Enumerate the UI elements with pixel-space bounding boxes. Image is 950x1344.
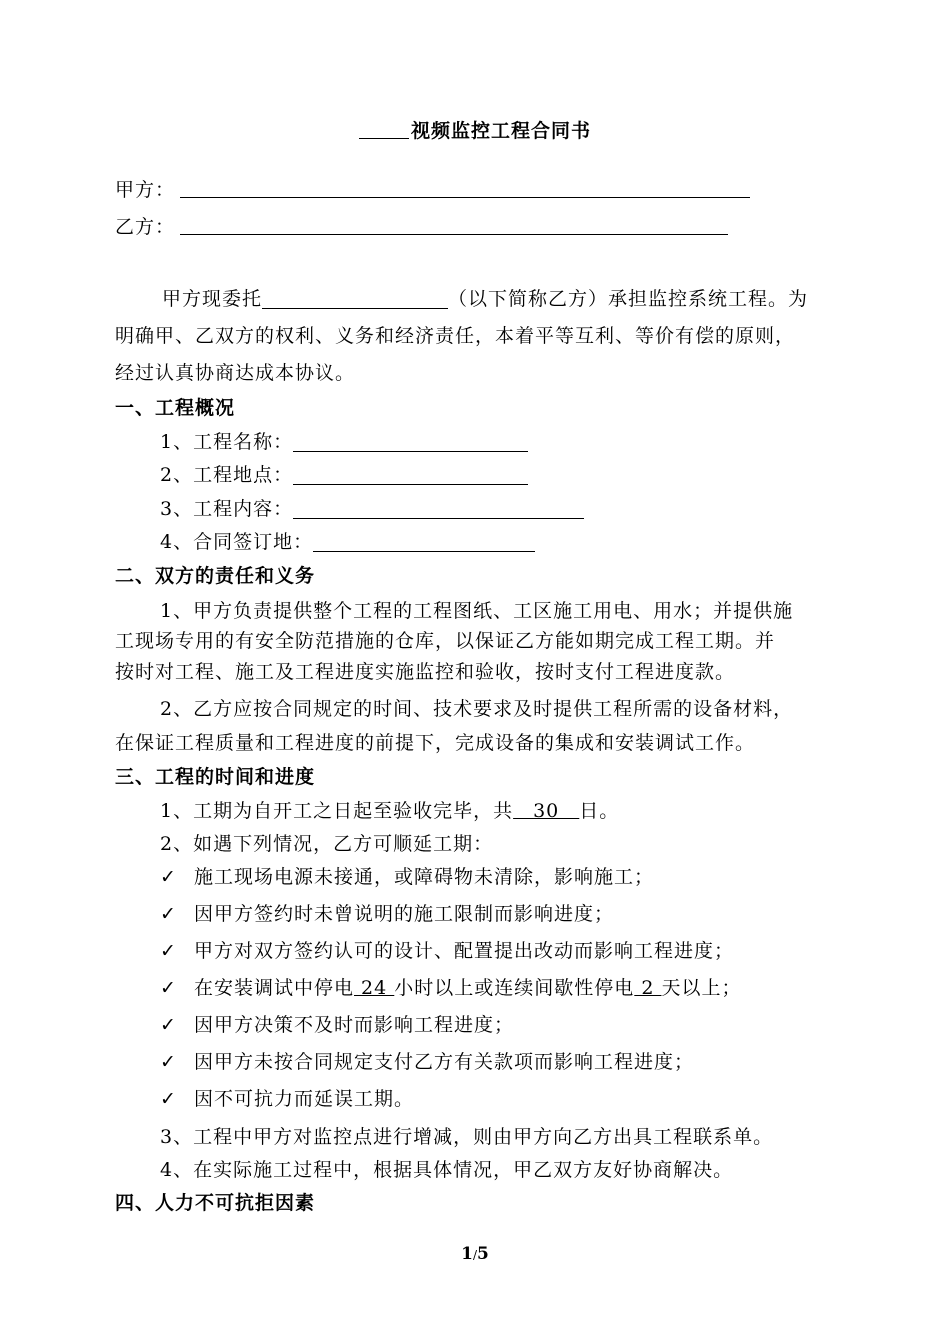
- signing-place-row: 4、合同签订地：: [160, 527, 535, 554]
- outage-hours: 24: [354, 977, 395, 999]
- extension-bullet: ✓ 甲方对双方签约认可的设计、配置提出改动而影响工程进度；: [160, 940, 735, 962]
- project-name-blank: [293, 433, 528, 452]
- duty-1-line-2: 工现场专用的有安全防范措施的仓库，以保证乙方能如期完成工程工期。并: [115, 630, 776, 652]
- duty-1-line-1: 1、甲方负责提供整个工程的工程图纸、工区施工用电、用水；并提供施: [160, 600, 794, 622]
- signing-place-blank: [313, 533, 535, 552]
- duration-days: 30: [513, 800, 580, 822]
- party-a-blank: [180, 197, 750, 198]
- project-name-row: 1、工程名称：: [160, 427, 528, 454]
- section-1-heading: 一、工程概况: [115, 397, 236, 419]
- project-content-row: 3、工程内容：: [160, 494, 584, 521]
- check-icon: ✓: [160, 977, 177, 999]
- project-content-blank: [293, 500, 584, 519]
- intro-line-2: 明确甲、乙双方的权利、义务和经济责任，本着平等互利、等价有偿的原则，: [115, 325, 796, 347]
- section-3-heading: 三、工程的时间和进度: [115, 766, 316, 788]
- project-location-blank: [293, 466, 528, 485]
- schedule-item-3: 3、工程中甲方对监控点进行增减，则由甲方向乙方出具工程联系单。: [160, 1126, 774, 1148]
- extension-bullet-power: ✓ 在安装调试中停电 24 小时以上或连续间歇性停电 2 天以上；: [160, 977, 742, 999]
- intro-line-3: 经过认真协商达成本协议。: [115, 362, 356, 384]
- outage-days: 2: [634, 977, 662, 999]
- intro-line-1: 甲方现委托 （以下简称乙方）承担监控系统工程。为: [162, 288, 809, 310]
- check-icon: ✓: [160, 903, 177, 925]
- check-icon: ✓: [160, 1014, 177, 1036]
- extension-bullet: ✓ 因甲方决策不及时而影响工程进度；: [160, 1014, 515, 1036]
- party-a-label: 甲方：: [115, 179, 176, 201]
- duty-2-line-2: 在保证工程质量和工程进度的前提下，完成设备的集成和安装调试工作。: [115, 732, 756, 754]
- check-icon: ✓: [160, 1051, 177, 1073]
- party-b-label: 乙方：: [115, 216, 176, 238]
- schedule-item-1: 1、工期为自开工之日起至验收完毕，共 30 日。: [160, 800, 620, 822]
- check-icon: ✓: [160, 866, 177, 888]
- check-icon: ✓: [160, 1088, 177, 1110]
- party-a-row: [115, 175, 175, 202]
- duty-2-line-1: 2、乙方应按合同规定的时间、技术要求及时提供工程所需的设备材料，: [160, 698, 794, 720]
- title-blank: [359, 120, 409, 139]
- contractor-blank: [262, 290, 448, 309]
- party-b-row: [115, 212, 175, 239]
- party-b-blank: [180, 234, 728, 235]
- check-icon: ✓: [160, 940, 177, 962]
- schedule-item-4: 4、在实际施工过程中，根据具体情况，甲乙双方友好协商解决。: [160, 1159, 734, 1181]
- schedule-item-2: 2、如遇下列情况，乙方可顺延工期：: [160, 833, 494, 855]
- extension-bullet: ✓ 因甲方未按合同规定支付乙方有关款项而影响工程进度；: [160, 1051, 695, 1073]
- page-number: 1/5: [461, 1244, 489, 1264]
- section-4-heading: 四、人力不可抗拒因素: [115, 1192, 316, 1214]
- duty-1-line-3: 按时对工程、施工及工程进度实施监控和验收，按时支付工程进度款。: [115, 661, 736, 683]
- extension-bullet: ✓ 施工现场电源未接通，或障碍物未清除，影响施工；: [160, 866, 655, 888]
- extension-bullet: ✓ 因甲方签约时未曾说明的施工限制而影响进度；: [160, 903, 615, 925]
- extension-bullet: ✓ 因不可抗力而延误工期。: [160, 1088, 415, 1110]
- project-location-row: 2、工程地点：: [160, 460, 528, 487]
- section-2-heading: 二、双方的责任和义务: [115, 565, 316, 587]
- document-title: 视频监控工程合同书: [0, 116, 950, 143]
